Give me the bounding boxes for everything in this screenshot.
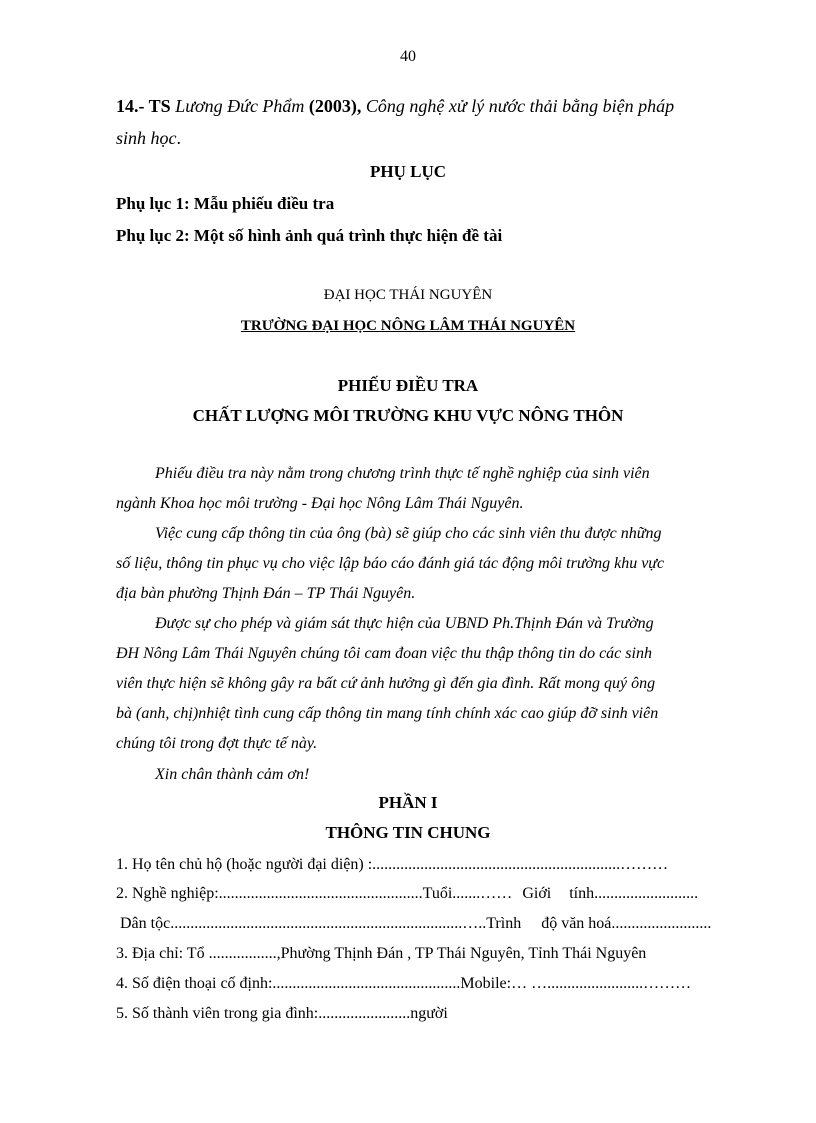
field-gender-label: Giới bbox=[522, 885, 552, 902]
field-education-level: độ văn hoá......................... bbox=[541, 915, 712, 932]
field-address: 3. Địa chỉ: Tổ .................,Phường Thịnh Đán , TP Thái Nguyên, Tỉnh Thái Nguyên bbox=[116, 945, 647, 962]
appendix-item-2: Phụ lục 2: Một số hình ảnh quá trình thực hiện đề tài bbox=[116, 226, 503, 245]
intro-p3-line5: chúng tôi trong đợt thực tế này. bbox=[116, 735, 318, 752]
reference-year: (2003), bbox=[304, 96, 366, 116]
page-number: 40 bbox=[400, 48, 416, 65]
survey-title: PHIẾU ĐIỀU TRA bbox=[337, 376, 479, 395]
reference-number: 14.- TS bbox=[116, 96, 176, 116]
reference-author: Lương Đức Phẩm bbox=[175, 96, 305, 116]
intro-p3-line2: ĐH Nông Lâm Thái Nguyên chúng tôi cam đoan việc thu thập thông tin do các sinh bbox=[116, 645, 652, 662]
school-name-wrap bbox=[0, 318, 816, 335]
reference-line-2 bbox=[116, 128, 181, 149]
intro-p3-line4: bà (anh, chị)nhiệt tình cung cấp thông tin mang tính chính xác cao giúp đỡ sinh viên bbox=[116, 705, 659, 722]
field-phone: 4. Số điện thoại cố định:...............................................Mobile:… …........................……… bbox=[116, 975, 692, 992]
school-name: TRƯỜNG ĐẠI HỌC NÔNG LÂM THÁI NGUYÊN bbox=[240, 318, 576, 334]
intro-p2-line1: Việc cung cấp thông tin của ông (bà) sẽ giúp cho các sinh viên thu được những bbox=[155, 525, 662, 542]
survey-subtitle: CHẤT LƯỢNG MÔI TRƯỜNG KHU VỰC NÔNG THÔN bbox=[192, 406, 624, 425]
field-occupation-row bbox=[116, 885, 698, 903]
reference-line-1 bbox=[116, 96, 740, 117]
intro-p1-line2: ngành Khoa học môi trường - Đại học Nông Lâm Thái Nguyên. bbox=[116, 495, 524, 512]
reference-end: . bbox=[176, 128, 181, 148]
field-householder-name: 1. Họ tên chủ hộ (hoặc người đại diện) :..............................................................……… bbox=[116, 856, 669, 873]
intro-p1-line1: Phiếu điều tra này nằm trong chương trình thực tế nghề nghiệp của sinh viên bbox=[155, 465, 650, 482]
reference-title-cont: sinh học bbox=[116, 128, 177, 148]
appendix-item-1: Phụ lục 1: Mẫu phiếu điều tra bbox=[116, 194, 335, 213]
part-title: PHẦN I bbox=[378, 793, 438, 812]
thanks-text: Xin chân thành cảm ơn! bbox=[155, 766, 310, 783]
intro-p3-line1: Được sự cho phép và giám sát thực hiện của UBND Ph.Thịnh Đán và Trường bbox=[155, 615, 654, 632]
field-household-members: 5. Số thành viên trong gia đình:.......................người bbox=[116, 1005, 448, 1022]
field-gender-value: tính.......................... bbox=[569, 885, 699, 902]
field-ethnicity-row bbox=[120, 915, 711, 933]
intro-p3-line3: viên thực hiện sẽ không gây ra bất cứ ảnh hưởng gì đến gia đình. Rất mong quý ông bbox=[116, 675, 656, 692]
intro-p2-line3: địa bàn phường Thịnh Đán – TP Thái Nguyên. bbox=[116, 585, 416, 602]
university-name: ĐẠI HỌC THÁI NGUYÊN bbox=[323, 287, 493, 303]
appendix-title: PHỤ LỤC bbox=[369, 162, 447, 181]
part-subtitle: THÔNG TIN CHUNG bbox=[325, 823, 491, 842]
reference-title: Công nghệ xử lý nước thải bằng biện pháp bbox=[365, 96, 675, 116]
intro-p2-line2: số liệu, thông tin phục vụ cho việc lập báo cáo đánh giá tác động môi trường khu vực bbox=[116, 555, 665, 572]
field-ethnicity-education: Dân tộc.........................................................................…..Trình bbox=[120, 915, 522, 932]
field-occupation-age: 2. Nghề nghiệp:...................................................Tuổi.......…… bbox=[116, 885, 513, 902]
